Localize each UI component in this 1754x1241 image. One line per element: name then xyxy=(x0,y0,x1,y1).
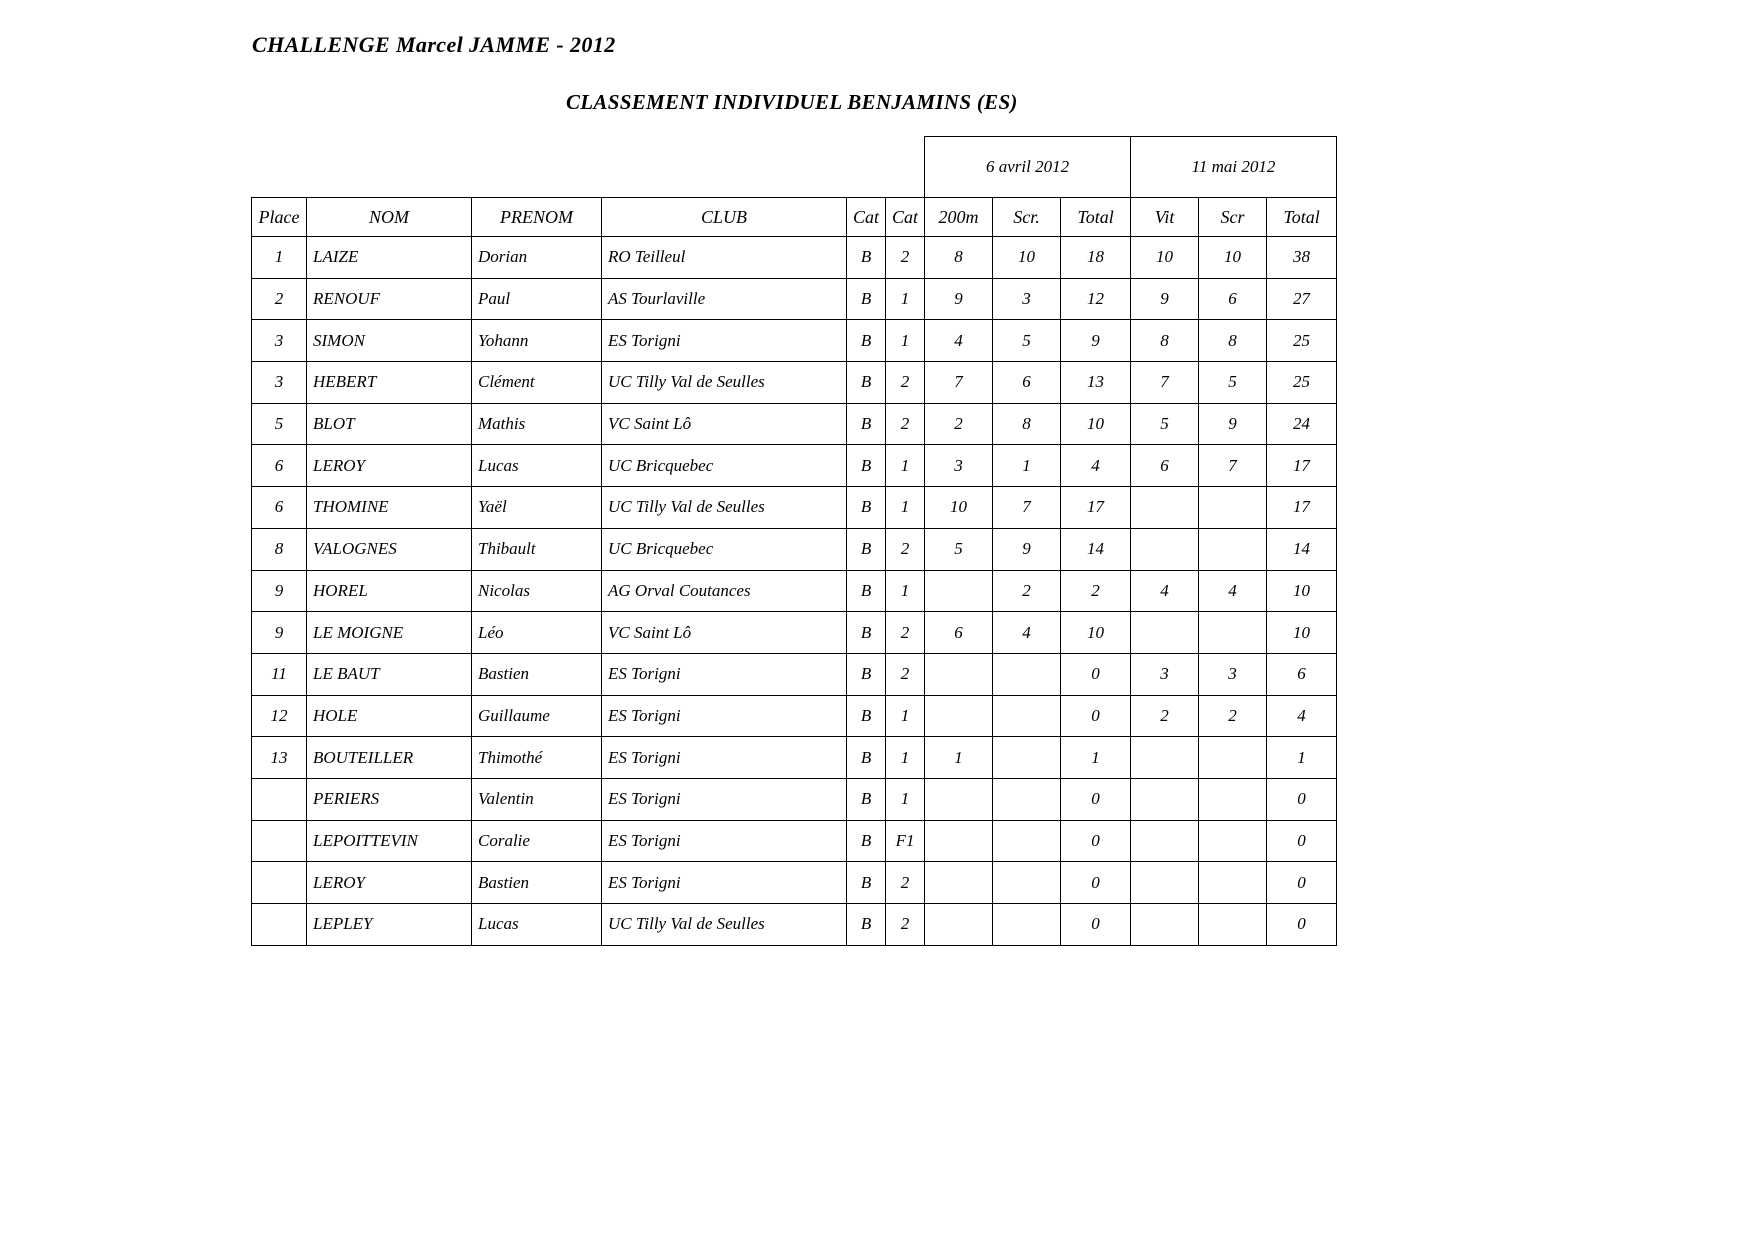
cell-e2b: 10 xyxy=(1199,237,1267,279)
cell-e1b: 5 xyxy=(993,320,1061,362)
table-row xyxy=(252,737,1337,779)
cell-place: 1 xyxy=(252,237,307,279)
table-row xyxy=(252,862,1337,904)
table-row xyxy=(252,487,1337,529)
cell-prenom: Yaël xyxy=(472,487,602,529)
cell-nom: HOREL xyxy=(307,570,472,612)
cell-e1a xyxy=(925,653,993,695)
cell-club: UC Tilly Val de Seulles xyxy=(602,487,847,529)
header-spacer xyxy=(252,137,925,198)
cell-e1a: 4 xyxy=(925,320,993,362)
cell-nom: LE MOIGNE xyxy=(307,612,472,654)
column-header-club: CLUB xyxy=(602,198,847,237)
cell-cat2: 1 xyxy=(886,737,925,779)
cell-cat2: 1 xyxy=(886,278,925,320)
cell-e1b: 10 xyxy=(993,237,1061,279)
cell-e2b xyxy=(1199,612,1267,654)
cell-e1a: 10 xyxy=(925,487,993,529)
cell-e1b xyxy=(993,737,1061,779)
cell-e1a xyxy=(925,904,993,946)
cell-prenom: Mathis xyxy=(472,403,602,445)
cell-e2b xyxy=(1199,904,1267,946)
cell-e2b xyxy=(1199,528,1267,570)
cell-cat2: 2 xyxy=(886,653,925,695)
cell-club: UC Tilly Val de Seulles xyxy=(602,904,847,946)
cell-club: VC Saint Lô xyxy=(602,612,847,654)
cell-e1b: 8 xyxy=(993,403,1061,445)
cell-e1t: 4 xyxy=(1061,445,1131,487)
cell-cat1: B xyxy=(847,445,886,487)
cell-nom: HOLE xyxy=(307,695,472,737)
cell-e2b: 6 xyxy=(1199,278,1267,320)
cell-e2t: 38 xyxy=(1267,237,1337,279)
cell-prenom: Lucas xyxy=(472,904,602,946)
cell-nom: THOMINE xyxy=(307,487,472,529)
cell-e2b: 3 xyxy=(1199,653,1267,695)
cell-e2t: 0 xyxy=(1267,862,1337,904)
cell-e2a xyxy=(1131,612,1199,654)
cell-nom: LAIZE xyxy=(307,237,472,279)
cell-e2t: 10 xyxy=(1267,570,1337,612)
column-header-e2-total: Total xyxy=(1267,198,1337,237)
cell-cat2: 2 xyxy=(886,862,925,904)
cell-e2a xyxy=(1131,820,1199,862)
column-header-cat1: Cat xyxy=(847,198,886,237)
cell-club: RO Teilleul xyxy=(602,237,847,279)
cell-place xyxy=(252,778,307,820)
cell-place: 5 xyxy=(252,403,307,445)
cell-nom: LEROY xyxy=(307,862,472,904)
cell-cat2: 2 xyxy=(886,612,925,654)
cell-e1b xyxy=(993,904,1061,946)
cell-e2t: 0 xyxy=(1267,820,1337,862)
cell-e1a: 5 xyxy=(925,528,993,570)
cell-cat2: 1 xyxy=(886,570,925,612)
cell-e2t: 17 xyxy=(1267,487,1337,529)
cell-e2a: 7 xyxy=(1131,362,1199,404)
cell-e2b xyxy=(1199,778,1267,820)
cell-cat1: B xyxy=(847,862,886,904)
cell-cat1: B xyxy=(847,737,886,779)
cell-e2t: 10 xyxy=(1267,612,1337,654)
cell-place: 9 xyxy=(252,612,307,654)
cell-e1t: 2 xyxy=(1061,570,1131,612)
cell-place: 12 xyxy=(252,695,307,737)
cell-cat1: B xyxy=(847,820,886,862)
cell-e2a: 9 xyxy=(1131,278,1199,320)
cell-place xyxy=(252,862,307,904)
cell-place: 3 xyxy=(252,362,307,404)
cell-e2a xyxy=(1131,904,1199,946)
cell-e2t: 6 xyxy=(1267,653,1337,695)
table-row xyxy=(252,820,1337,862)
cell-e1a: 7 xyxy=(925,362,993,404)
cell-prenom: Thimothé xyxy=(472,737,602,779)
event-group-header-2: 11 mai 2012 xyxy=(1131,137,1337,198)
column-header-prenom: PRENOM xyxy=(472,198,602,237)
table-row xyxy=(252,778,1337,820)
cell-prenom: Yohann xyxy=(472,320,602,362)
cell-e2b: 5 xyxy=(1199,362,1267,404)
cell-cat1: B xyxy=(847,695,886,737)
cell-cat1: B xyxy=(847,487,886,529)
table-row xyxy=(252,320,1337,362)
table-row xyxy=(252,570,1337,612)
cell-e2b xyxy=(1199,737,1267,779)
cell-nom: VALOGNES xyxy=(307,528,472,570)
cell-e1b xyxy=(993,695,1061,737)
cell-cat2: 2 xyxy=(886,528,925,570)
page-subtitle: CLASSEMENT INDIVIDUEL BENJAMINS (ES) xyxy=(566,90,1018,114)
cell-e1t: 12 xyxy=(1061,278,1131,320)
cell-e2t: 4 xyxy=(1267,695,1337,737)
cell-e1t: 0 xyxy=(1061,862,1131,904)
cell-nom: LEPLEY xyxy=(307,904,472,946)
cell-e1t: 18 xyxy=(1061,237,1131,279)
table-head xyxy=(252,137,1337,237)
cell-e2a: 6 xyxy=(1131,445,1199,487)
cell-e1b: 4 xyxy=(993,612,1061,654)
cell-e1a: 3 xyxy=(925,445,993,487)
cell-cat2: 2 xyxy=(886,904,925,946)
cell-cat1: B xyxy=(847,362,886,404)
table-body xyxy=(252,237,1337,946)
cell-cat1: B xyxy=(847,403,886,445)
cell-nom: HEBERT xyxy=(307,362,472,404)
cell-e1t: 10 xyxy=(1061,403,1131,445)
cell-e1t: 9 xyxy=(1061,320,1131,362)
cell-e2b: 7 xyxy=(1199,445,1267,487)
cell-e1a: 2 xyxy=(925,403,993,445)
cell-cat1: B xyxy=(847,778,886,820)
cell-e2b: 2 xyxy=(1199,695,1267,737)
column-header-place: Place xyxy=(252,198,307,237)
cell-cat2: 2 xyxy=(886,237,925,279)
cell-e1a: 1 xyxy=(925,737,993,779)
cell-e2a xyxy=(1131,737,1199,779)
cell-e1a: 6 xyxy=(925,612,993,654)
cell-e2a xyxy=(1131,487,1199,529)
cell-club: ES Torigni xyxy=(602,778,847,820)
cell-prenom: Thibault xyxy=(472,528,602,570)
cell-prenom: Léo xyxy=(472,612,602,654)
cell-cat1: B xyxy=(847,528,886,570)
cell-e1t: 1 xyxy=(1061,737,1131,779)
cell-place: 2 xyxy=(252,278,307,320)
cell-prenom: Bastien xyxy=(472,862,602,904)
table-row xyxy=(252,695,1337,737)
cell-club: UC Bricquebec xyxy=(602,528,847,570)
cell-prenom: Guillaume xyxy=(472,695,602,737)
cell-club: AG Orval Coutances xyxy=(602,570,847,612)
cell-club: AS Tourlaville xyxy=(602,278,847,320)
column-header-nom: NOM xyxy=(307,198,472,237)
cell-cat2: 1 xyxy=(886,487,925,529)
cell-e2a xyxy=(1131,862,1199,904)
cell-cat2: 2 xyxy=(886,362,925,404)
cell-place: 11 xyxy=(252,653,307,695)
cell-e1a xyxy=(925,695,993,737)
cell-prenom: Paul xyxy=(472,278,602,320)
cell-e2t: 25 xyxy=(1267,362,1337,404)
cell-cat1: B xyxy=(847,653,886,695)
cell-prenom: Lucas xyxy=(472,445,602,487)
cell-cat2: F1 xyxy=(886,820,925,862)
cell-e2t: 24 xyxy=(1267,403,1337,445)
cell-place: 9 xyxy=(252,570,307,612)
cell-e1b: 2 xyxy=(993,570,1061,612)
cell-e1a: 8 xyxy=(925,237,993,279)
cell-e1b xyxy=(993,862,1061,904)
cell-e2a: 8 xyxy=(1131,320,1199,362)
cell-e2t: 0 xyxy=(1267,904,1337,946)
cell-e1t: 10 xyxy=(1061,612,1131,654)
cell-place: 3 xyxy=(252,320,307,362)
cell-cat1: B xyxy=(847,612,886,654)
cell-cat2: 1 xyxy=(886,320,925,362)
cell-e1t: 17 xyxy=(1061,487,1131,529)
cell-club: ES Torigni xyxy=(602,862,847,904)
cell-e1b xyxy=(993,820,1061,862)
cell-nom: BOUTEILLER xyxy=(307,737,472,779)
event-group-header-row xyxy=(252,137,1337,198)
cell-e1t: 0 xyxy=(1061,695,1131,737)
cell-club: ES Torigni xyxy=(602,653,847,695)
cell-e2a: 2 xyxy=(1131,695,1199,737)
event-group-header-1: 6 avril 2012 xyxy=(925,137,1131,198)
cell-e2b xyxy=(1199,820,1267,862)
cell-e1a xyxy=(925,778,993,820)
column-header-row xyxy=(252,198,1337,237)
cell-place xyxy=(252,820,307,862)
table-row xyxy=(252,278,1337,320)
cell-prenom: Coralie xyxy=(472,820,602,862)
cell-cat2: 1 xyxy=(886,445,925,487)
cell-cat1: B xyxy=(847,237,886,279)
cell-cat2: 1 xyxy=(886,778,925,820)
column-header-e1-scr: Scr. xyxy=(993,198,1061,237)
cell-e2b xyxy=(1199,862,1267,904)
cell-e2a xyxy=(1131,528,1199,570)
cell-nom: SIMON xyxy=(307,320,472,362)
cell-e2t: 1 xyxy=(1267,737,1337,779)
cell-nom: BLOT xyxy=(307,403,472,445)
cell-e2a: 4 xyxy=(1131,570,1199,612)
cell-e2t: 0 xyxy=(1267,778,1337,820)
cell-nom: LE BAUT xyxy=(307,653,472,695)
cell-club: ES Torigni xyxy=(602,320,847,362)
cell-e2t: 27 xyxy=(1267,278,1337,320)
table-row xyxy=(252,653,1337,695)
column-header-e1-200m: 200m xyxy=(925,198,993,237)
cell-e2b: 4 xyxy=(1199,570,1267,612)
cell-place: 8 xyxy=(252,528,307,570)
cell-e2b: 8 xyxy=(1199,320,1267,362)
cell-cat1: B xyxy=(847,570,886,612)
table-row xyxy=(252,237,1337,279)
cell-e1t: 0 xyxy=(1061,904,1131,946)
cell-place xyxy=(252,904,307,946)
cell-prenom: Valentin xyxy=(472,778,602,820)
cell-e1b: 7 xyxy=(993,487,1061,529)
cell-e1b: 6 xyxy=(993,362,1061,404)
column-header-e1-total: Total xyxy=(1061,198,1131,237)
cell-nom: PERIERS xyxy=(307,778,472,820)
cell-club: UC Bricquebec xyxy=(602,445,847,487)
cell-cat1: B xyxy=(847,320,886,362)
cell-e1t: 13 xyxy=(1061,362,1131,404)
cell-e1t: 0 xyxy=(1061,653,1131,695)
cell-e1a xyxy=(925,570,993,612)
cell-e2a: 10 xyxy=(1131,237,1199,279)
cell-nom: LEROY xyxy=(307,445,472,487)
classement-table xyxy=(251,136,1337,946)
cell-prenom: Clément xyxy=(472,362,602,404)
table-row xyxy=(252,445,1337,487)
cell-cat2: 1 xyxy=(886,695,925,737)
cell-e1b xyxy=(993,653,1061,695)
column-header-e2-vit: Vit xyxy=(1131,198,1199,237)
table-row xyxy=(252,403,1337,445)
cell-e2b: 9 xyxy=(1199,403,1267,445)
cell-place: 6 xyxy=(252,445,307,487)
cell-e1a: 9 xyxy=(925,278,993,320)
cell-e1a xyxy=(925,820,993,862)
cell-place: 6 xyxy=(252,487,307,529)
cell-e1t: 0 xyxy=(1061,820,1131,862)
table-row xyxy=(252,612,1337,654)
table-row xyxy=(252,904,1337,946)
column-header-cat2: Cat xyxy=(886,198,925,237)
cell-club: ES Torigni xyxy=(602,737,847,779)
cell-prenom: Bastien xyxy=(472,653,602,695)
cell-e2t: 17 xyxy=(1267,445,1337,487)
cell-prenom: Dorian xyxy=(472,237,602,279)
cell-e2a xyxy=(1131,778,1199,820)
table-row xyxy=(252,362,1337,404)
results-table-wrapper xyxy=(251,136,1337,946)
cell-e2t: 25 xyxy=(1267,320,1337,362)
cell-prenom: Nicolas xyxy=(472,570,602,612)
cell-place: 13 xyxy=(252,737,307,779)
cell-e1b xyxy=(993,778,1061,820)
cell-e1b: 1 xyxy=(993,445,1061,487)
cell-e2b xyxy=(1199,487,1267,529)
cell-e2t: 14 xyxy=(1267,528,1337,570)
cell-club: VC Saint Lô xyxy=(602,403,847,445)
cell-e1a xyxy=(925,862,993,904)
cell-club: ES Torigni xyxy=(602,695,847,737)
cell-e2a: 5 xyxy=(1131,403,1199,445)
cell-club: UC Tilly Val de Seulles xyxy=(602,362,847,404)
column-header-e2-scr: Scr xyxy=(1199,198,1267,237)
cell-club: ES Torigni xyxy=(602,820,847,862)
cell-e1t: 14 xyxy=(1061,528,1131,570)
cell-nom: RENOUF xyxy=(307,278,472,320)
cell-e2a: 3 xyxy=(1131,653,1199,695)
page-title: CHALLENGE Marcel JAMME - 2012 xyxy=(252,32,616,57)
cell-nom: LEPOITTEVIN xyxy=(307,820,472,862)
cell-e1b: 9 xyxy=(993,528,1061,570)
cell-cat2: 2 xyxy=(886,403,925,445)
table-row xyxy=(252,528,1337,570)
cell-cat1: B xyxy=(847,278,886,320)
cell-cat1: B xyxy=(847,904,886,946)
cell-e1t: 0 xyxy=(1061,778,1131,820)
cell-e1b: 3 xyxy=(993,278,1061,320)
